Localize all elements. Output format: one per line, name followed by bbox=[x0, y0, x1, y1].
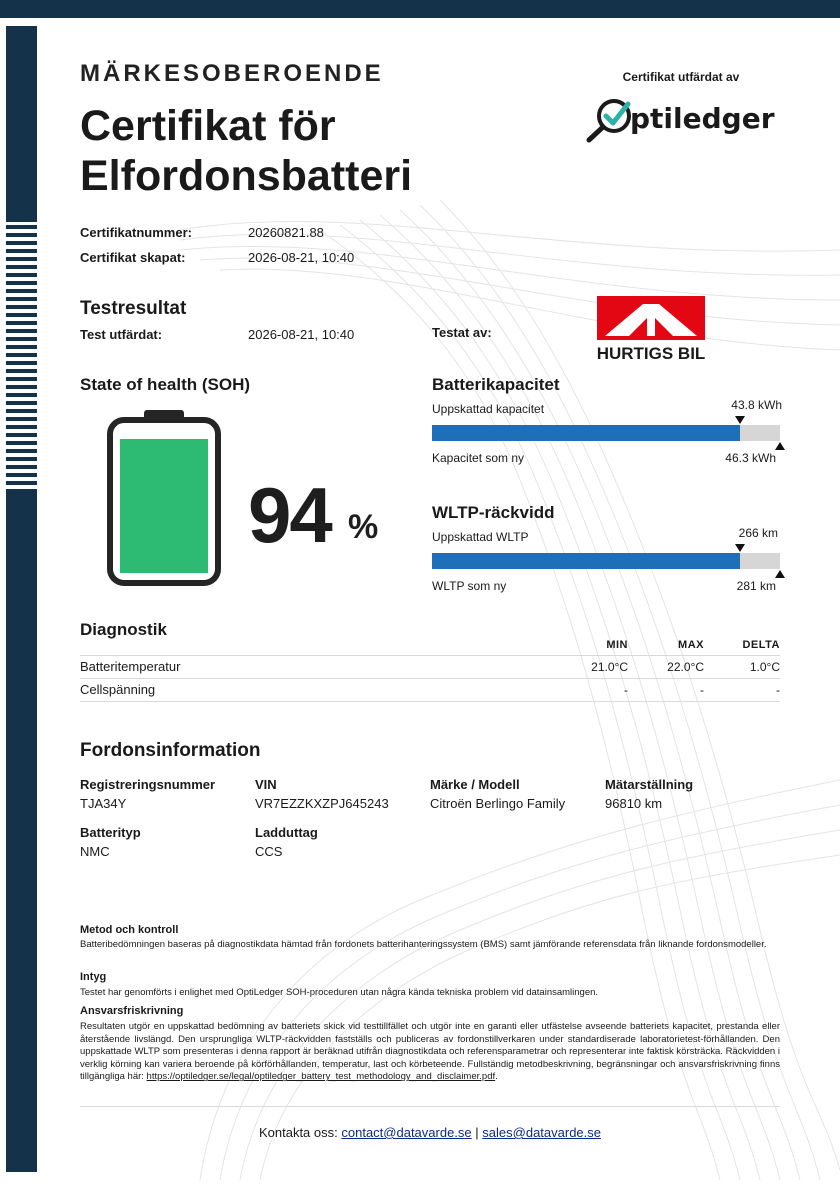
wltp-estimated-label: Uppskattad WLTP bbox=[432, 530, 529, 544]
hurtigs-bil-logo bbox=[597, 296, 705, 362]
test-issued: 2026-08-21, 10:40 bbox=[248, 327, 355, 342]
sales-email-link[interactable]: sales@datavarde.se bbox=[482, 1125, 602, 1140]
certificate-created: 2026-08-21, 10:40 bbox=[248, 250, 355, 265]
diag-col-max: MAX bbox=[678, 639, 704, 651]
diag-row-max: 22.0°C bbox=[667, 660, 704, 674]
svg-text:HURTIGS BIL: HURTIGS BIL bbox=[597, 344, 705, 362]
tested-by-label: Testat av: bbox=[432, 325, 492, 340]
method-text: Batteribedömningen baseras på diagnostikdata hämtad från fordonets batterihanteringssystem (BMS) samt jämförande referensdata från liknande fordonsmodeller. bbox=[80, 939, 767, 950]
diag-row-min: 21.0°C bbox=[591, 660, 628, 674]
charge-port-value: CCS bbox=[255, 844, 283, 859]
battery-type-label: Batterityp bbox=[80, 825, 141, 840]
soh-value: 94 bbox=[248, 471, 331, 559]
certificate-number-label: Certifikatnummer: bbox=[80, 225, 192, 240]
diag-row-name: Batteritemperatur bbox=[80, 659, 181, 674]
diag-row-name: Cellspänning bbox=[80, 682, 156, 697]
wltp-estimated-value: 266 km bbox=[738, 526, 778, 540]
vehicle-heading: Fordonsinformation bbox=[80, 740, 261, 761]
footer-divider bbox=[80, 1106, 780, 1107]
diag-col-min: MIN bbox=[606, 639, 628, 651]
certificate-number: 20260821.88 bbox=[248, 225, 324, 240]
soh-heading: State of health (SOH) bbox=[80, 375, 251, 394]
wltp-new-marker bbox=[775, 570, 785, 578]
certificate-created-label: Certifikat skapat: bbox=[80, 250, 186, 265]
footer-contact bbox=[80, 1125, 780, 1140]
capacity-bar-fill bbox=[432, 425, 740, 441]
model-label: Märke / Modell bbox=[430, 777, 520, 792]
disclaimer-link[interactable]: https://optiledger.se/legal/optiledger_battery_test_methodology_and_disclaimer.pdf bbox=[146, 1071, 496, 1083]
contact-label: Kontakta oss: bbox=[258, 1125, 338, 1140]
vin-label: VIN bbox=[255, 777, 277, 792]
capacity-heading: Batterikapacitet bbox=[432, 375, 560, 394]
capacity-bar bbox=[432, 425, 780, 441]
attest-text: Testet har genomförts i enlighet med OptiLedger SOH-proceduren utan några kända tekniska problem vid datainsamlingen. bbox=[80, 987, 599, 998]
soh-unit: % bbox=[348, 508, 379, 546]
disclaimer-heading: Ansvarsfriskrivning bbox=[80, 1005, 184, 1017]
diag-row-delta: - bbox=[776, 683, 780, 697]
wltp-new-value: 281 km bbox=[736, 579, 776, 593]
contact-email-link[interactable]: contact@datavarde.se bbox=[341, 1125, 472, 1140]
reg-label: Registreringsnummer bbox=[80, 777, 216, 792]
wltp-new-label: WLTP som ny bbox=[432, 579, 507, 593]
reg-value: TJA34Y bbox=[80, 796, 127, 811]
disclaimer-end: . bbox=[495, 1071, 498, 1083]
capacity-new-value: 46.3 kWh bbox=[725, 451, 776, 465]
disclaimer-text bbox=[80, 1021, 780, 1084]
wltp-bar-fill bbox=[432, 553, 740, 569]
capacity-estimated-marker bbox=[735, 416, 745, 424]
diag-divider bbox=[80, 655, 780, 656]
wltp-bar bbox=[432, 553, 780, 569]
diagnostics-heading: Diagnostik bbox=[80, 620, 167, 639]
optiledger-logo bbox=[584, 96, 784, 144]
title-line-1: Certifikat för bbox=[80, 102, 336, 150]
odometer-value: 96810 km bbox=[605, 796, 663, 811]
capacity-estimated-label: Uppskattad kapacitet bbox=[432, 402, 545, 416]
svg-text:ptiledger: ptiledger bbox=[630, 102, 775, 135]
page-title bbox=[80, 101, 412, 201]
model-value: Citroën Berlingo Family bbox=[430, 796, 566, 811]
capacity-new-marker bbox=[775, 442, 785, 450]
brand-subtitle: MÄRKESOBEROENDE bbox=[80, 60, 384, 87]
attest-heading: Intyg bbox=[80, 971, 107, 983]
capacity-estimated-value: 43.8 kWh bbox=[731, 398, 782, 412]
title-line-2: Elfordonsbatteri bbox=[80, 152, 413, 200]
diag-divider bbox=[80, 678, 780, 679]
wltp-estimated-marker bbox=[735, 544, 745, 552]
charge-port-label: Ladduttag bbox=[255, 825, 318, 840]
diag-row-delta: 1.0°C bbox=[749, 660, 780, 674]
diag-row-max: - bbox=[700, 683, 704, 697]
wltp-heading: WLTP-räckvidd bbox=[432, 503, 555, 522]
test-issued-label: Test utfärdat: bbox=[80, 327, 163, 342]
issued-by-label: Certifikat utfärdat av bbox=[622, 70, 740, 84]
capacity-new-label: Kapacitet som ny bbox=[432, 451, 525, 465]
contact-separator: | bbox=[475, 1125, 479, 1140]
diag-divider bbox=[80, 701, 780, 702]
method-heading: Metod och kontroll bbox=[80, 924, 179, 936]
battery-type-value: NMC bbox=[80, 844, 110, 859]
disclaimer-body: Resultaten utgör en uppskattad bedömning av batteriets skick vid testtillfället och utgör inte en garanti eller utfästelse avseende batteriets kapacitet, prestanda eller återstående livslängd. Den ursprungliga WLTP-räckvidden fastställs och publiceras av fordonstillverkaren under standardiserade laboratorietest-förhållanden. Den uppskattade WLTP som presenteras i denna rapport är beräknad utifrån diagnostikdata och referensparametrar och representerar inte faktisk körsträcka. Räckvidden i verklig körning kan variera beroende på körförhållanden, temperatur, last och körbeteende. Fullständig metodbeskrivning, begränsningar och ansvarsfriskrivning finns tillgängliga här: bbox=[80, 1021, 780, 1083]
vin-value: VR7EZZKXZPJ645243 bbox=[255, 796, 389, 811]
odometer-label: Mätarställning bbox=[605, 777, 694, 792]
diag-row-min: - bbox=[624, 683, 628, 697]
battery-icon bbox=[107, 410, 221, 586]
test-heading: Testresultat bbox=[80, 298, 187, 319]
diag-col-delta: DELTA bbox=[742, 639, 780, 651]
